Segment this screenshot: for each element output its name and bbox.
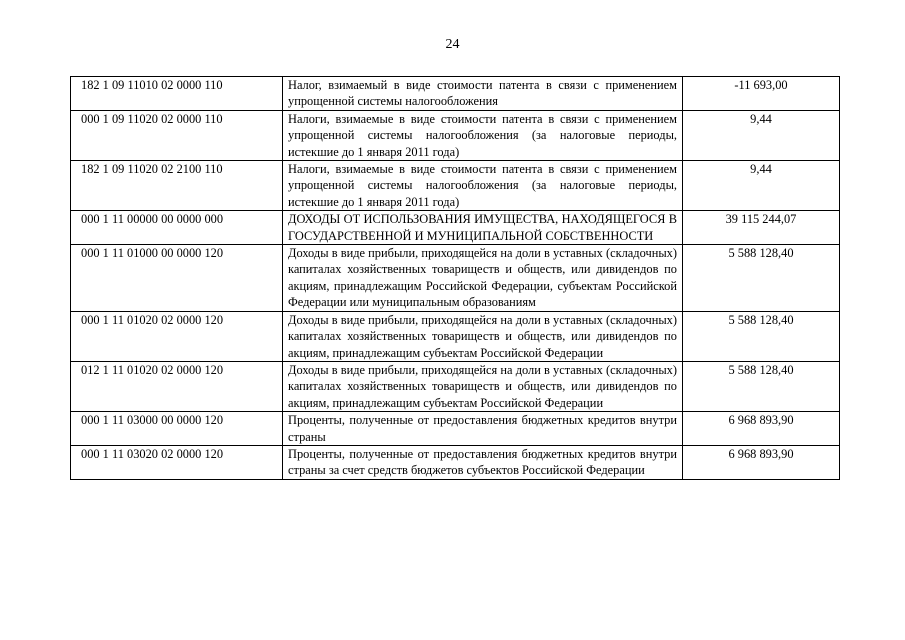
revenue-name-cell: Налоги, взимаемые в виде стоимости патента в связи с применением упрощенной системы налогообложения (за налоговые периоды, истекшие до 1 января 2011 года) (283, 161, 683, 211)
amount-cell: 39 115 244,07 (683, 211, 840, 245)
revenue-name-cell: Проценты, полученные от предоставления бюджетных кредитов внутри страны за счет средств бюджетов субъектов Российской Федерации (283, 445, 683, 479)
revenue-name-cell: Налоги, взимаемые в виде стоимости патента в связи с применением упрощенной системы налогообложения (за налоговые периоды, истекшие до 1 января 2011 года) (283, 110, 683, 160)
amount-cell: 6 968 893,90 (683, 445, 840, 479)
revenue-name-cell: Налог, взимаемый в виде стоимости патента в связи с применением упрощенной системы налогообложения (283, 77, 683, 111)
table-row (71, 211, 840, 245)
table-row (71, 311, 840, 361)
table-row (71, 245, 840, 312)
revenue-name-cell: Доходы в виде прибыли, приходящейся на доли в уставных (складочных) капиталах хозяйственных товариществ и обществ, или дивидендов по акциям, принадлежащим субъектам Российской Федерации (283, 311, 683, 361)
amount-cell: 9,44 (683, 110, 840, 160)
revenue-name-cell: ДОХОДЫ ОТ ИСПОЛЬЗОВАНИЯ ИМУЩЕСТВА, НАХОДЯЩЕГОСЯ В ГОСУДАРСТВЕННОЙ И МУНИЦИПАЛЬНОЙ СОБСТВЕННОСТИ (283, 211, 683, 245)
amount-cell: 5 588 128,40 (683, 361, 840, 411)
table-row (71, 161, 840, 211)
table-row (71, 445, 840, 479)
budget-code-cell: 000 1 09 11020 02 0000 110 (71, 110, 283, 160)
budget-code-cell: 012 1 11 01020 02 0000 120 (71, 361, 283, 411)
revenue-name-cell: Доходы в виде прибыли, приходящейся на доли в уставных (складочных) капиталах хозяйственных товариществ и обществ, или дивидендов по акциям, принадлежащим субъектам Российской Федерации (283, 361, 683, 411)
amount-cell: -11 693,00 (683, 77, 840, 111)
revenue-name-cell: Проценты, полученные от предоставления бюджетных кредитов внутри страны (283, 412, 683, 446)
table-row (71, 412, 840, 446)
budget-code-cell: 000 1 11 01020 02 0000 120 (71, 311, 283, 361)
budget-code-cell: 182 1 09 11010 02 0000 110 (71, 77, 283, 111)
table-row (71, 110, 840, 160)
revenue-table-body (71, 77, 840, 480)
budget-code-cell: 000 1 11 03000 00 0000 120 (71, 412, 283, 446)
revenue-name-cell: Доходы в виде прибыли, приходящейся на доли в уставных (складочных) капиталах хозяйственных товариществ и обществ, или дивидендов по акциям, принадлежащим Российской Федерации, субъектам Российской Федерации или муниципальным образованиям (283, 245, 683, 312)
budget-code-cell: 000 1 11 00000 00 0000 000 (71, 211, 283, 245)
table-row (71, 361, 840, 411)
amount-cell: 5 588 128,40 (683, 245, 840, 312)
table-row (71, 77, 840, 111)
budget-code-cell: 000 1 11 03020 02 0000 120 (71, 445, 283, 479)
budget-code-cell: 182 1 09 11020 02 2100 110 (71, 161, 283, 211)
budget-code-cell: 000 1 11 01000 00 0000 120 (71, 245, 283, 312)
revenue-table (70, 76, 840, 480)
page-number: 24 (445, 37, 460, 52)
amount-cell: 5 588 128,40 (683, 311, 840, 361)
amount-cell: 6 968 893,90 (683, 412, 840, 446)
amount-cell: 9,44 (683, 161, 840, 211)
